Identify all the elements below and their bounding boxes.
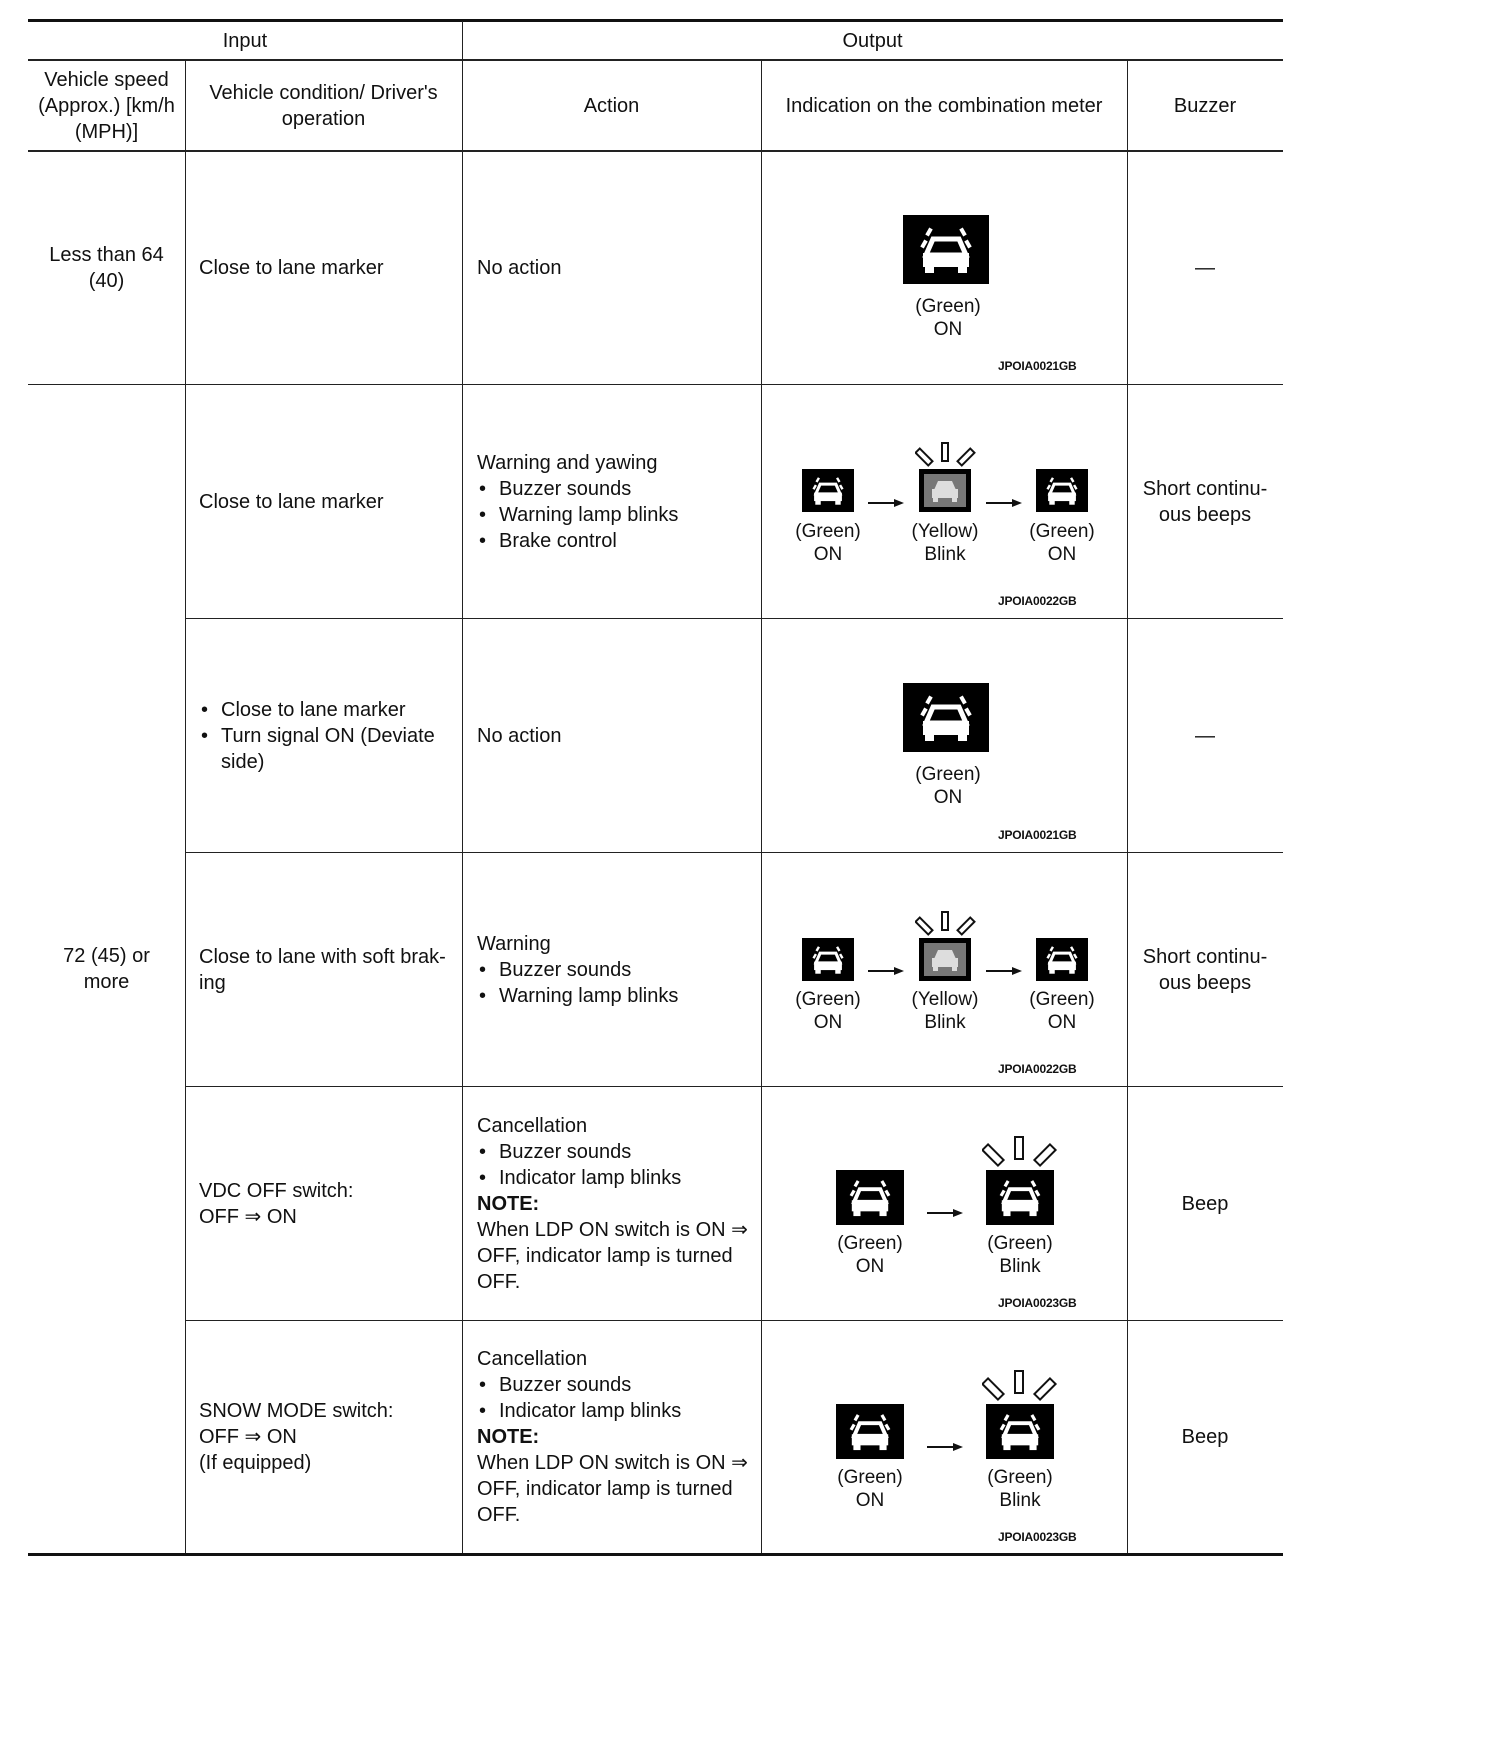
state-label: (Yellow) Blink <box>911 521 979 565</box>
figure-code: JPOIA0021GB <box>998 828 1077 842</box>
action-item: • Brake control <box>477 528 678 554</box>
lane-departure-lamp-icon <box>986 1170 1054 1225</box>
state-label: (Yellow) Blink <box>911 989 979 1033</box>
state-label: (Green) ON <box>795 521 861 565</box>
condition-item: • Close to lane marker <box>199 697 459 723</box>
row-5-buzzer: Beep <box>1181 1192 1229 1215</box>
header-buzzer: Buzzer <box>1173 94 1237 117</box>
lane-departure-lamp-icon <box>903 683 989 752</box>
blink-rays-icon <box>915 442 977 468</box>
row-4-buzzer: Short continu-ous beeps <box>1142 945 1268 994</box>
row-2-buzzer: Short continu-ous beeps <box>1142 477 1268 526</box>
speed-group-low: Less than 64 (40) <box>49 244 164 292</box>
lane-departure-lamp-icon <box>986 1404 1054 1459</box>
state-label: (Green) ON <box>1029 989 1095 1033</box>
row-3-action: No action <box>477 724 562 747</box>
blink-rays-icon <box>982 1136 1058 1168</box>
row-6-condition: SNOW MODE switch: OFF ⇒ ON (If equipped) <box>199 1400 394 1474</box>
state-label: (Green) ON <box>915 764 981 808</box>
row-1-action: No action <box>477 257 562 279</box>
state-label: (Green) Blink <box>987 1233 1053 1277</box>
row-5-action: Cancellation • Buzzer sounds • Indicator lamp blinks NOTE: When LDP ON switch is ON ⇒ OFF, indicator lamp is turned OFF. <box>477 1087 757 1320</box>
row-6-buzzer: Beep <box>1181 1426 1229 1448</box>
header-action: Action <box>583 94 640 117</box>
header-indication: Indication on the combination meter <box>785 94 1103 117</box>
state-label: (Green) ON <box>795 989 861 1033</box>
state-label: (Green) ON <box>1029 521 1095 565</box>
row-2-condition: Close to lane marker <box>199 490 384 513</box>
row-5-condition: VDC OFF switch: OFF ⇒ ON <box>199 1179 354 1228</box>
row-4-action: Warning • Buzzer sounds • Warning lamp blinks <box>477 853 757 1086</box>
yellow-warning-lamp-icon <box>919 938 971 981</box>
column-divider <box>462 21 463 1553</box>
state-label: (Green) ON <box>837 1233 903 1277</box>
row-3-buzzer: — <box>1195 724 1215 747</box>
arrow-right-icon <box>868 490 904 513</box>
blink-rays-icon <box>915 911 977 937</box>
arrow-right-icon <box>986 490 1022 513</box>
action-item: • Warning lamp blinks <box>477 502 678 528</box>
note-text: When LDP ON switch is ON ⇒ OFF, indicator lamp is turned OFF. <box>477 1452 748 1526</box>
figure-code: JPOIA0021GB <box>998 359 1077 373</box>
action-item: • Indicator lamp blinks <box>477 1165 757 1191</box>
header-input: Input <box>222 29 268 52</box>
figure-code: JPOIA0023GB <box>998 1530 1077 1544</box>
note-label: NOTE: <box>477 1192 540 1215</box>
action-item: • Warning lamp blinks <box>477 983 678 1009</box>
state-label: (Green) ON <box>837 1467 903 1511</box>
action-item: • Buzzer sounds <box>477 1372 757 1398</box>
action-item: • Indicator lamp blinks <box>477 1398 757 1424</box>
row-4-condition: Close to lane with soft brak-ing <box>199 945 446 994</box>
yellow-warning-lamp-icon <box>919 469 971 512</box>
lane-departure-lamp-icon <box>802 469 854 512</box>
column-divider <box>761 61 762 1553</box>
note-text: When LDP ON switch is ON ⇒ OFF, indicator lamp is turned OFF. <box>477 1218 748 1293</box>
figure-code: JPOIA0022GB <box>998 1062 1077 1076</box>
action-item: • Buzzer sounds <box>477 476 678 502</box>
action-item: • Buzzer sounds <box>477 957 678 983</box>
speed-group-high: 72 (45) or more <box>63 945 150 993</box>
header-vehicle-speed: Vehicle speed (Approx.) [km/h (MPH)] <box>38 68 175 143</box>
lane-departure-lamp-icon <box>836 1170 904 1225</box>
row-1-condition: Close to lane marker <box>199 257 384 279</box>
figure-code: JPOIA0022GB <box>998 594 1077 608</box>
row-1-buzzer: — <box>1195 257 1215 279</box>
row-3-condition <box>199 619 459 852</box>
arrow-right-icon <box>927 1434 963 1457</box>
lane-departure-lamp-icon <box>1036 469 1088 512</box>
arrow-right-icon <box>868 958 904 981</box>
action-item: • Buzzer sounds <box>477 1139 757 1165</box>
row-2-action: Warning and yawing • Buzzer sounds • Warning lamp blinks • Brake control <box>477 385 757 618</box>
condition-item: • Turn signal ON (Deviate side) <box>199 723 459 775</box>
arrow-right-icon <box>986 958 1022 981</box>
column-divider <box>185 61 186 1553</box>
header-output: Output <box>842 29 903 52</box>
header-vehicle-condition: Vehicle condition/ Driver's operation <box>209 81 438 130</box>
lane-departure-lamp-icon <box>802 938 854 981</box>
lane-departure-lamp-icon <box>836 1404 904 1459</box>
lane-departure-lamp-icon <box>903 215 989 284</box>
arrow-right-icon <box>927 1200 963 1223</box>
note-label: NOTE: <box>477 1426 540 1448</box>
lane-departure-lamp-icon <box>1036 938 1088 981</box>
state-label: (Green) ON <box>915 296 981 340</box>
blink-rays-icon <box>982 1370 1058 1402</box>
table-bottom-rule <box>28 1553 1283 1556</box>
row-6-action: Cancellation • Buzzer sounds • Indicator lamp blinks NOTE: When LDP ON switch is ON ⇒ OFF, indicator lamp is turned OFF. <box>477 1321 757 1553</box>
state-label: (Green) Blink <box>987 1467 1053 1511</box>
figure-code: JPOIA0023GB <box>998 1296 1077 1310</box>
